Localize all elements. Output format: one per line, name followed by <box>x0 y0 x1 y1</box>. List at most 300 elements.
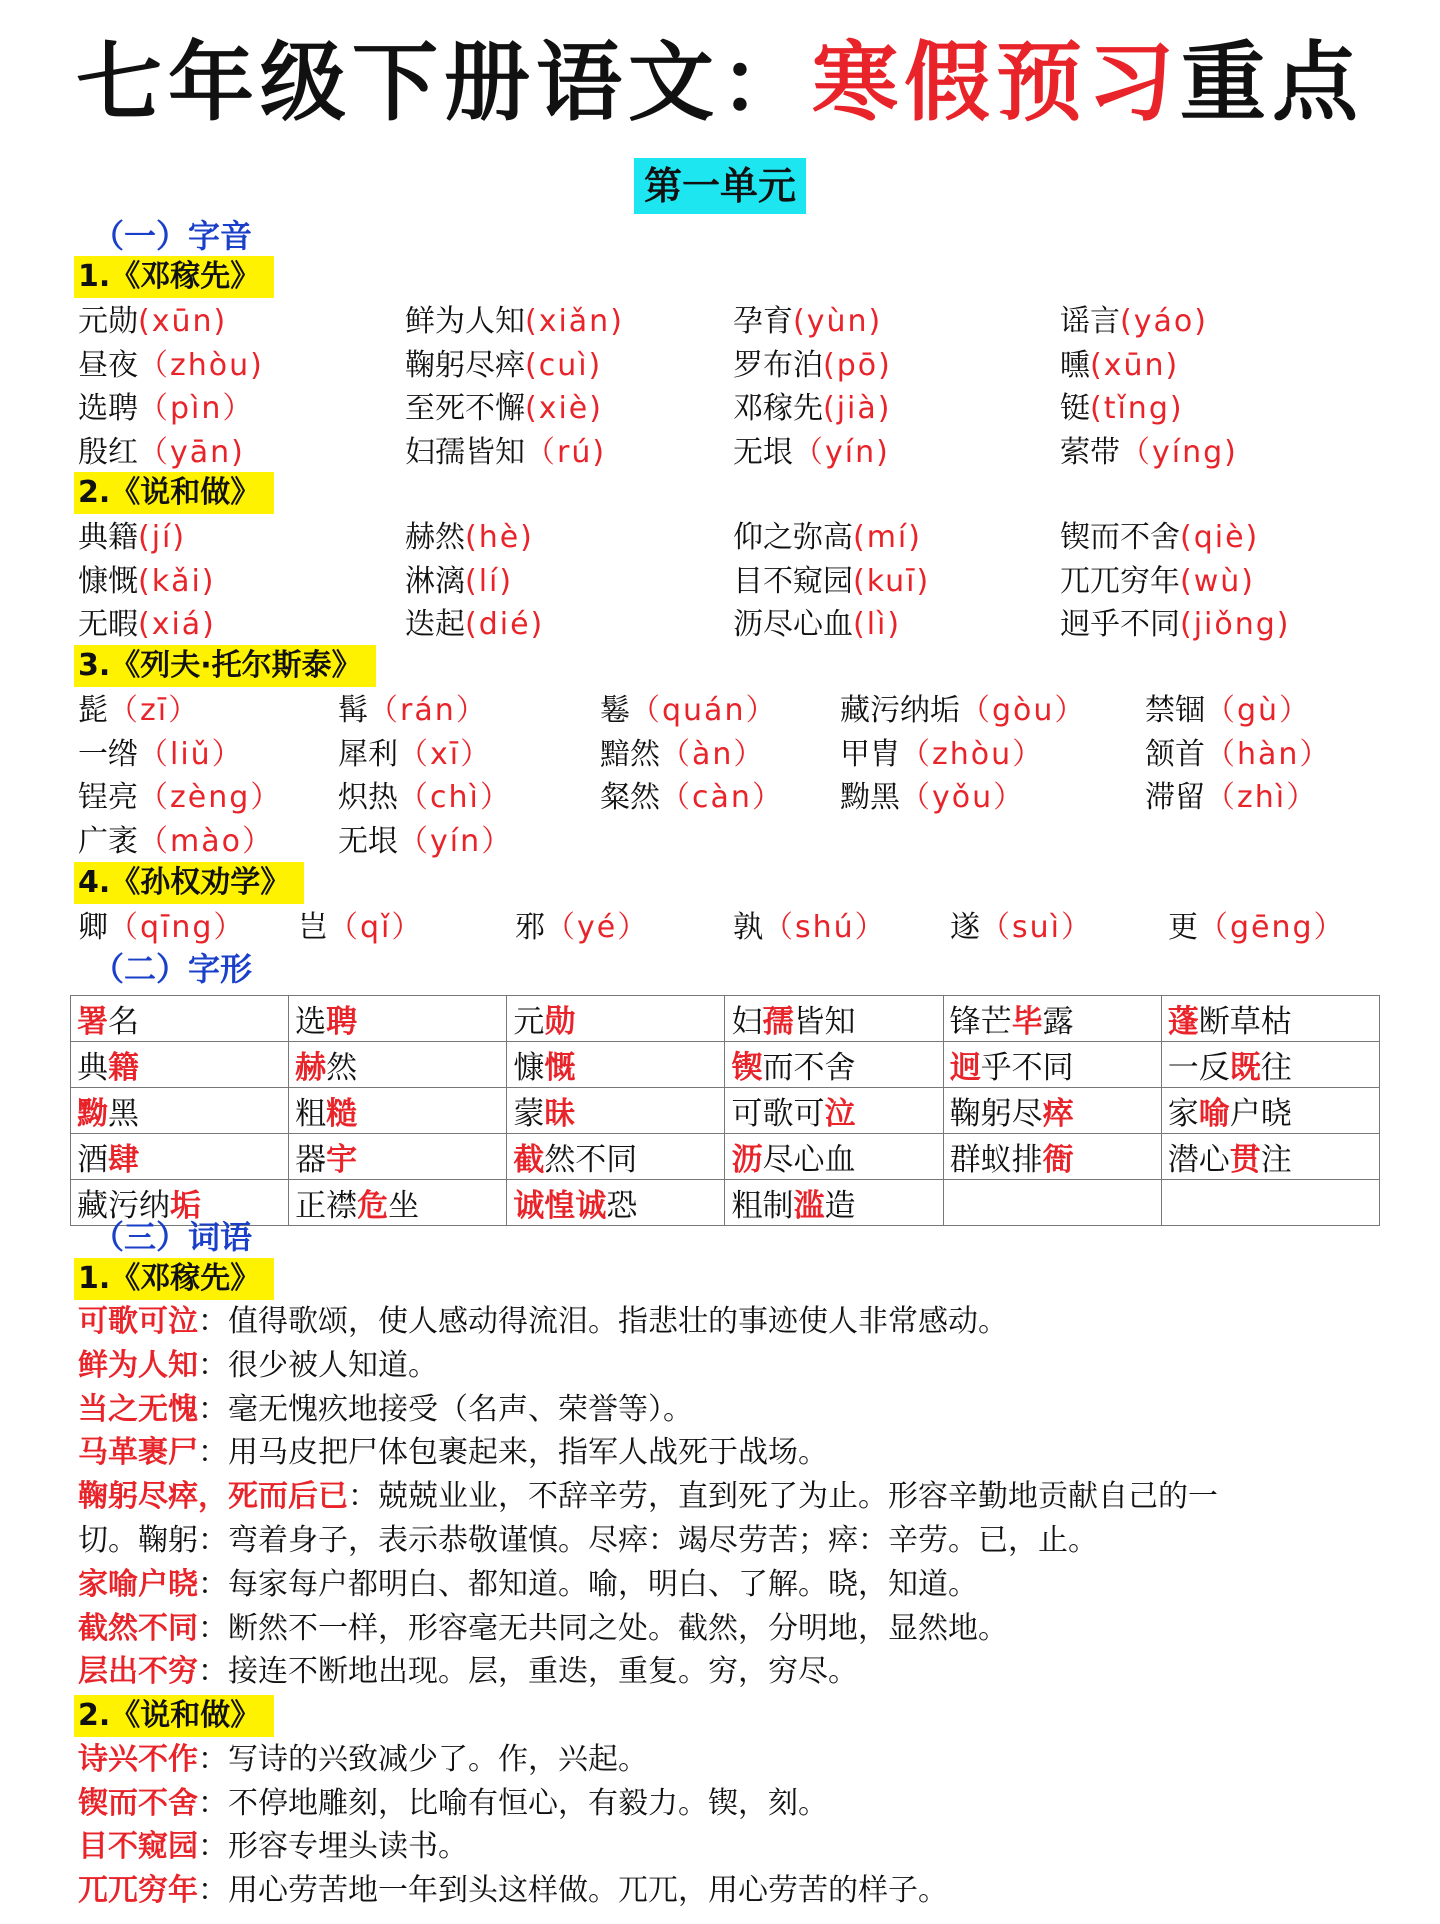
pinyin-row <box>0 300 1440 344</box>
emphasized-char: 孺 <box>762 1004 794 1040</box>
pinyin-item <box>338 689 488 733</box>
pinyin-item <box>733 906 887 950</box>
emphasized-char: 毕 <box>1011 1004 1043 1040</box>
plain-text: 群蚁排 <box>949 1142 1043 1178</box>
word: 遂 <box>950 910 980 945</box>
pinyin-item <box>840 776 1025 820</box>
pinyin: （yé） <box>545 910 650 945</box>
pinyin-row <box>0 776 1440 820</box>
pinyin: (mí) <box>853 520 922 555</box>
pinyin-item <box>78 603 216 647</box>
pinyin-row <box>0 560 1440 604</box>
word: 目不窥园 <box>733 563 853 599</box>
emphasized-char: 滥 <box>793 1188 825 1224</box>
term: 家喻户晓 <box>78 1566 198 1602</box>
zixing-cell <box>1161 1180 1379 1226</box>
term: 层出不穷 <box>78 1654 198 1690</box>
word: 岂 <box>298 910 328 945</box>
plain-text: 器 <box>295 1142 327 1178</box>
pinyin: （rú) <box>525 434 607 470</box>
plain-text: 典 <box>77 1050 108 1086</box>
zixing-cell <box>507 1134 725 1180</box>
pinyin-item <box>78 431 245 475</box>
explanation: ：形容专埋头读书。 <box>198 1829 468 1864</box>
word: 犀利 <box>338 736 398 772</box>
plain-text: 锋芒 <box>949 1004 1012 1040</box>
pinyin: (jí) <box>138 520 187 555</box>
emphasized-char: 宇 <box>326 1142 358 1178</box>
zixing-cell <box>1161 996 1379 1042</box>
pinyin: (pō) <box>823 347 892 383</box>
word: 鲜为人知 <box>405 304 525 339</box>
pinyin-item <box>733 344 892 388</box>
zixing-cell <box>943 1180 1161 1226</box>
pinyin-item <box>733 560 930 604</box>
emphasized-char: 慨 <box>544 1050 576 1086</box>
word: 曛 <box>1060 347 1090 383</box>
pinyin-item <box>1060 344 1179 388</box>
pinyin: （càn） <box>660 780 784 815</box>
pinyin-item <box>405 603 544 647</box>
pinyin-item <box>600 776 784 820</box>
word: 颔首 <box>1145 736 1205 772</box>
pinyin: （àn） <box>660 736 766 772</box>
plain-text: 户晓 <box>1229 1096 1292 1132</box>
zixing-cell <box>71 1134 289 1180</box>
word: 赫然 <box>405 520 465 555</box>
word: 至死不懈 <box>405 391 525 426</box>
lesson-1-heading: 1.《邓稼先》 <box>74 256 274 298</box>
definition-line <box>78 1782 828 1826</box>
zixing-cell <box>943 996 1161 1042</box>
pinyin-item <box>405 431 606 475</box>
zixing-cell <box>289 1180 507 1226</box>
pinyin-item <box>600 733 765 777</box>
zixing-cell <box>943 1088 1161 1134</box>
explanation: 切。鞠躬：弯着身子，表示恭敬谨慎。尽瘁：竭尽劳苦；瘁：辛劳。已，止。 <box>78 1523 1098 1558</box>
pinyin-item <box>405 560 513 604</box>
term: 诗兴不作 <box>78 1742 198 1777</box>
plain-text: 露 <box>1042 1004 1074 1040</box>
pinyin-item <box>1060 603 1291 647</box>
pinyin-item <box>338 820 513 864</box>
pinyin: （yín） <box>398 823 514 859</box>
pinyin: (xiá) <box>138 607 216 642</box>
plain-text: 然不同 <box>544 1142 638 1178</box>
pinyin: （xī） <box>398 736 493 772</box>
emphasized-char: 署 <box>77 1004 108 1040</box>
section-ciyu: （三）词语 <box>92 1218 253 1256</box>
plain-text: 选 <box>295 1004 327 1040</box>
word: 邪 <box>515 910 545 945</box>
pinyin-item <box>78 776 282 820</box>
pinyin-item <box>338 733 492 777</box>
pinyin: （qīng） <box>108 910 246 945</box>
definition-line <box>78 1431 828 1475</box>
emphasized-char: 勋 <box>544 1004 576 1040</box>
plain-text: 乎不同 <box>980 1050 1074 1086</box>
word: 选聘 <box>78 391 138 426</box>
pinyin: （chì） <box>398 780 512 815</box>
pinyin: (xiè) <box>525 391 603 426</box>
zixing-cell <box>507 996 725 1042</box>
word: 无暇 <box>78 607 138 642</box>
definition-line <box>78 1388 693 1432</box>
pinyin-item <box>405 387 603 431</box>
plain-text: 造 <box>824 1188 856 1224</box>
explanation: ：不停地雕刻，比喻有恒心，有毅力。锲，刻。 <box>198 1785 828 1821</box>
emphasized-char: 聘 <box>326 1004 358 1040</box>
pinyin: （zèng） <box>138 780 283 815</box>
emphasized-char: 截 <box>513 1142 545 1178</box>
pinyin-item <box>1060 560 1255 604</box>
zixing-cell <box>71 1042 289 1088</box>
term: 可歌可泣 <box>78 1304 198 1339</box>
pinyin: （pìn） <box>138 391 255 426</box>
term: 鞠躬尽瘁，死而后已 <box>78 1479 348 1515</box>
term: 马革裹尸 <box>78 1435 198 1471</box>
emphasized-char: 迥 <box>949 1050 981 1086</box>
word: 孕育 <box>733 304 793 339</box>
word: 一绺 <box>78 736 138 772</box>
plain-text: 潜心 <box>1167 1142 1230 1178</box>
pinyin: （gēng） <box>1198 910 1346 945</box>
zixing-row <box>71 1088 1380 1134</box>
explanation: ：每家每户都明白、都知道。喻，明白、了解。晓，知道。 <box>198 1566 978 1602</box>
zixing-cell <box>1161 1088 1379 1134</box>
plain-text: 尽心血 <box>762 1142 856 1178</box>
pinyin: （yín) <box>793 434 890 470</box>
pinyin-item <box>1145 776 1318 820</box>
word: 沥尽心血 <box>733 607 853 642</box>
pinyin: （zhì） <box>1205 780 1319 815</box>
zixing-cell <box>289 996 507 1042</box>
word: 广袤 <box>78 823 138 859</box>
explanation: ：写诗的兴致减少了。作，兴起。 <box>198 1742 648 1777</box>
word: 典籍 <box>78 520 138 555</box>
plain-text: 皆知 <box>793 1004 856 1040</box>
word: 鞠躬尽瘁 <box>405 347 525 383</box>
explanation: ：接连不断地出现。层，重迭，重复。穷，穷尽。 <box>198 1654 858 1690</box>
pinyin: （yān) <box>138 434 245 470</box>
word: 妇孺皆知 <box>405 434 525 470</box>
plain-text: 坐 <box>388 1188 420 1224</box>
unit-label: 第一单元 <box>0 158 1440 214</box>
pinyin-item <box>78 820 274 864</box>
ci-lesson-2-heading: 2.《说和做》 <box>74 1695 274 1737</box>
definition-line <box>78 1869 948 1913</box>
pinyin-item <box>78 560 216 604</box>
pinyin-item <box>298 906 423 950</box>
word: 殷红 <box>78 434 138 470</box>
pinyin-item <box>78 906 245 950</box>
pinyin-item <box>1060 300 1208 344</box>
plain-text: 妇 <box>731 1004 763 1040</box>
word: 更 <box>1168 910 1198 945</box>
pinyin-item <box>338 776 512 820</box>
word: 萦带 <box>1060 434 1120 470</box>
pinyin: (lí) <box>465 563 514 599</box>
zixing-cell <box>725 1180 943 1226</box>
pinyin-item <box>78 387 254 431</box>
zixing-cell <box>1161 1134 1379 1180</box>
pinyin-row <box>0 603 1440 647</box>
plain-text: 一反 <box>1167 1050 1230 1086</box>
plain-text: 注 <box>1260 1142 1292 1178</box>
explanation: ：很少被人知道。 <box>198 1347 438 1383</box>
term: 锲而不舍 <box>78 1785 198 1821</box>
plain-text: 鞠躬尽 <box>949 1096 1043 1132</box>
pinyin: （yǒu） <box>900 780 1026 815</box>
pinyin: （qǐ） <box>328 910 424 945</box>
pinyin-item <box>950 906 1093 950</box>
pinyin-item <box>405 516 534 560</box>
plain-text: 藏污纳 <box>77 1188 170 1224</box>
word: 炽热 <box>338 780 398 815</box>
section-zixin: （一）字音 <box>92 217 253 255</box>
zixing-row <box>71 1180 1380 1226</box>
pinyin: (dié) <box>465 607 545 642</box>
pinyin-item <box>733 300 882 344</box>
plain-text: 慷 <box>513 1050 545 1086</box>
pinyin-item <box>1168 906 1346 950</box>
emphasized-char: 瘁 <box>1042 1096 1074 1132</box>
plain-text: 元 <box>513 1004 545 1040</box>
term: 截然不同 <box>78 1610 198 1646</box>
word: 元勋 <box>78 304 138 339</box>
word: 禁锢 <box>1145 693 1205 728</box>
word: 无垠 <box>338 823 398 859</box>
pinyin-row <box>0 906 1440 950</box>
emphasized-char: 泣 <box>824 1096 856 1132</box>
zixing-cell <box>289 1088 507 1134</box>
zixing-cell <box>725 1134 943 1180</box>
pinyin-item <box>515 906 649 950</box>
pinyin: (yáo) <box>1120 304 1208 339</box>
word: 铤 <box>1060 391 1090 426</box>
pinyin-row <box>0 689 1440 733</box>
emphasized-char: 贯 <box>1229 1142 1261 1178</box>
pinyin: (hè) <box>465 520 534 555</box>
pinyin-item <box>1060 387 1184 431</box>
word: 无垠 <box>733 434 793 470</box>
term: 目不窥园 <box>78 1829 198 1864</box>
pinyin-item <box>405 344 602 388</box>
lesson-2-heading: 2.《说和做》 <box>74 472 274 514</box>
definition-line <box>78 1825 468 1869</box>
pinyin: (lì) <box>853 607 902 642</box>
emphasized-char: 惶 <box>544 1188 576 1224</box>
zixing-cell <box>1161 1042 1379 1088</box>
term: 鲜为人知 <box>78 1347 198 1383</box>
zixing-cell <box>725 1088 943 1134</box>
pinyin: (xiǎn) <box>525 304 624 339</box>
zixing-row <box>71 996 1380 1042</box>
word: 锲而不舍 <box>1060 520 1180 555</box>
emphasized-char: 沥 <box>731 1142 763 1178</box>
zixing-cell <box>289 1042 507 1088</box>
zixing-cell <box>725 996 943 1042</box>
emphasized-char: 黝 <box>77 1096 108 1132</box>
pinyin-item <box>733 603 901 647</box>
pinyin: (jiǒng) <box>1180 607 1291 642</box>
lesson-4-heading: 4.《孙权劝学》 <box>74 862 304 904</box>
plain-text: 可歌可 <box>731 1096 825 1132</box>
zixing-table <box>70 995 1380 1226</box>
pinyin: (xūn) <box>1090 347 1180 383</box>
word: 黝黑 <box>840 780 900 815</box>
pinyin: （gù） <box>1205 693 1312 728</box>
lesson-3-heading: 3.《列夫·托尔斯泰》 <box>74 645 376 687</box>
word: 邓稼先 <box>733 391 823 426</box>
pinyin-item <box>840 689 1086 733</box>
zixing-cell <box>71 1088 289 1134</box>
plain-text: 然 <box>326 1050 358 1086</box>
pinyin-item <box>78 300 227 344</box>
definition-line <box>78 1607 1008 1651</box>
pinyin-item <box>840 733 1044 777</box>
word: 甲胄 <box>840 736 900 772</box>
emphasized-char: 喻 <box>1198 1096 1230 1132</box>
pinyin-row <box>0 820 1440 864</box>
emphasized-char: 籍 <box>108 1050 139 1086</box>
pinyin: （mào） <box>138 823 274 859</box>
word: 藏污纳垢 <box>840 693 960 728</box>
pinyin-item <box>1060 431 1238 475</box>
pinyin: （yíng) <box>1120 434 1238 470</box>
emphasized-char: 蓬 <box>1167 1004 1199 1040</box>
pinyin-item <box>405 300 624 344</box>
word: 迥乎不同 <box>1060 607 1180 642</box>
pinyin: (tǐng) <box>1090 391 1184 426</box>
plain-text: 名 <box>108 1004 139 1040</box>
explanation: ：用心劳苦地一年到头这样做。兀兀，用心劳苦的样子。 <box>198 1872 948 1908</box>
plain-text: 而不舍 <box>762 1050 856 1086</box>
plain-text: 断草枯 <box>1198 1004 1292 1040</box>
pinyin-row <box>0 431 1440 475</box>
emphasized-char: 危 <box>357 1188 389 1224</box>
definition-line <box>78 1344 438 1388</box>
word: 卿 <box>78 910 108 945</box>
definition-line <box>78 1475 1218 1519</box>
explanation: ：兢兢业业，不辞辛劳，直到死了为止。形容辛勤地贡献自己的一 <box>348 1479 1218 1515</box>
term: 当之无愧 <box>78 1391 198 1427</box>
explanation: ：用马皮把尸体包裹起来，指军人战死于战场。 <box>198 1435 828 1471</box>
pinyin: （zhòu） <box>900 736 1045 772</box>
plain-text: 粗制 <box>731 1188 794 1224</box>
word: 昼夜 <box>78 347 138 383</box>
pinyin: （suì） <box>980 910 1093 945</box>
ci-lesson-1-heading: 1.《邓稼先》 <box>74 1258 274 1300</box>
definition-line <box>78 1738 648 1782</box>
emphasized-char: 诚 <box>575 1188 607 1224</box>
pinyin-item <box>1145 733 1331 777</box>
pinyin: （gòu） <box>960 693 1087 728</box>
section-zixing: （二）字形 <box>92 950 253 988</box>
emphasized-char: 赫 <box>295 1050 327 1086</box>
explanation: ：毫无愧疚地接受（名声、荣誉等）。 <box>198 1391 693 1427</box>
pinyin-row <box>0 344 1440 388</box>
pinyin: （rán） <box>368 693 488 728</box>
plain-text: 恐 <box>606 1188 638 1224</box>
word: 谣言 <box>1060 304 1120 339</box>
word: 兀兀穷年 <box>1060 563 1180 599</box>
word: 淋漓 <box>405 563 465 599</box>
emphasized-char: 既 <box>1229 1050 1261 1086</box>
word: 迭起 <box>405 607 465 642</box>
pinyin: （shú） <box>763 910 887 945</box>
pinyin: (jià) <box>823 391 892 426</box>
pinyin-item <box>78 516 186 560</box>
pinyin: (xūn) <box>138 304 228 339</box>
word: 罗布泊 <box>733 347 823 383</box>
pinyin: （quán） <box>630 693 778 728</box>
zixing-cell <box>943 1134 1161 1180</box>
zixing-cell <box>943 1042 1161 1088</box>
pinyin-item <box>600 689 777 733</box>
plain-text: 黑 <box>108 1096 139 1132</box>
pinyin-item <box>78 344 264 388</box>
word: 孰 <box>733 910 763 945</box>
pinyin-row <box>0 387 1440 431</box>
emphasized-char: 衙 <box>1042 1142 1074 1178</box>
plain-text: 正襟 <box>295 1188 358 1224</box>
pinyin-item <box>1145 689 1311 733</box>
zixing-row <box>71 1134 1380 1180</box>
pinyin-item <box>1060 516 1259 560</box>
word: 髭 <box>78 693 108 728</box>
word: 鬈 <box>600 693 630 728</box>
pinyin: (yùn) <box>793 304 883 339</box>
plain-text: 粗 <box>295 1096 327 1132</box>
word: 慷慨 <box>78 563 138 599</box>
zixing-cell <box>507 1042 725 1088</box>
word: 仰之弥高 <box>733 520 853 555</box>
emphasized-char: 诚 <box>513 1188 545 1224</box>
pinyin: (kǎi) <box>138 563 216 599</box>
pinyin: （zhòu) <box>138 347 264 383</box>
pinyin: （zī） <box>108 693 201 728</box>
zixing-cell <box>507 1180 725 1226</box>
pinyin: (kuī) <box>853 563 931 599</box>
word: 粲然 <box>600 780 660 815</box>
explanation: ：断然不一样，形容毫无共同之处。截然，分明地，显然地。 <box>198 1610 1008 1646</box>
pinyin: （hàn） <box>1205 736 1332 772</box>
definition-line <box>78 1563 978 1607</box>
definition-line <box>78 1650 858 1694</box>
emphasized-char: 糙 <box>326 1096 358 1132</box>
emphasized-char: 垢 <box>170 1188 201 1224</box>
emphasized-char: 昧 <box>544 1096 576 1132</box>
plain-text: 蒙 <box>513 1096 545 1132</box>
pinyin: (cuì) <box>525 347 603 383</box>
zixing-row <box>71 1042 1380 1088</box>
word: 锃亮 <box>78 780 138 815</box>
plain-text: 往 <box>1260 1050 1292 1086</box>
pinyin: (wù) <box>1180 563 1255 599</box>
definition-line <box>78 1519 1098 1563</box>
pinyin-row <box>0 733 1440 777</box>
word: 滞留 <box>1145 780 1205 815</box>
word: 髯 <box>338 693 368 728</box>
plain-text: 家 <box>1167 1096 1199 1132</box>
pinyin-item <box>733 431 890 475</box>
emphasized-char: 肆 <box>108 1142 139 1178</box>
page-title: 七年级下册语文：寒假预习重点 <box>76 33 1364 133</box>
pinyin: （liǔ） <box>138 736 244 772</box>
zixing-cell <box>725 1042 943 1088</box>
definition-line <box>78 1300 1008 1344</box>
